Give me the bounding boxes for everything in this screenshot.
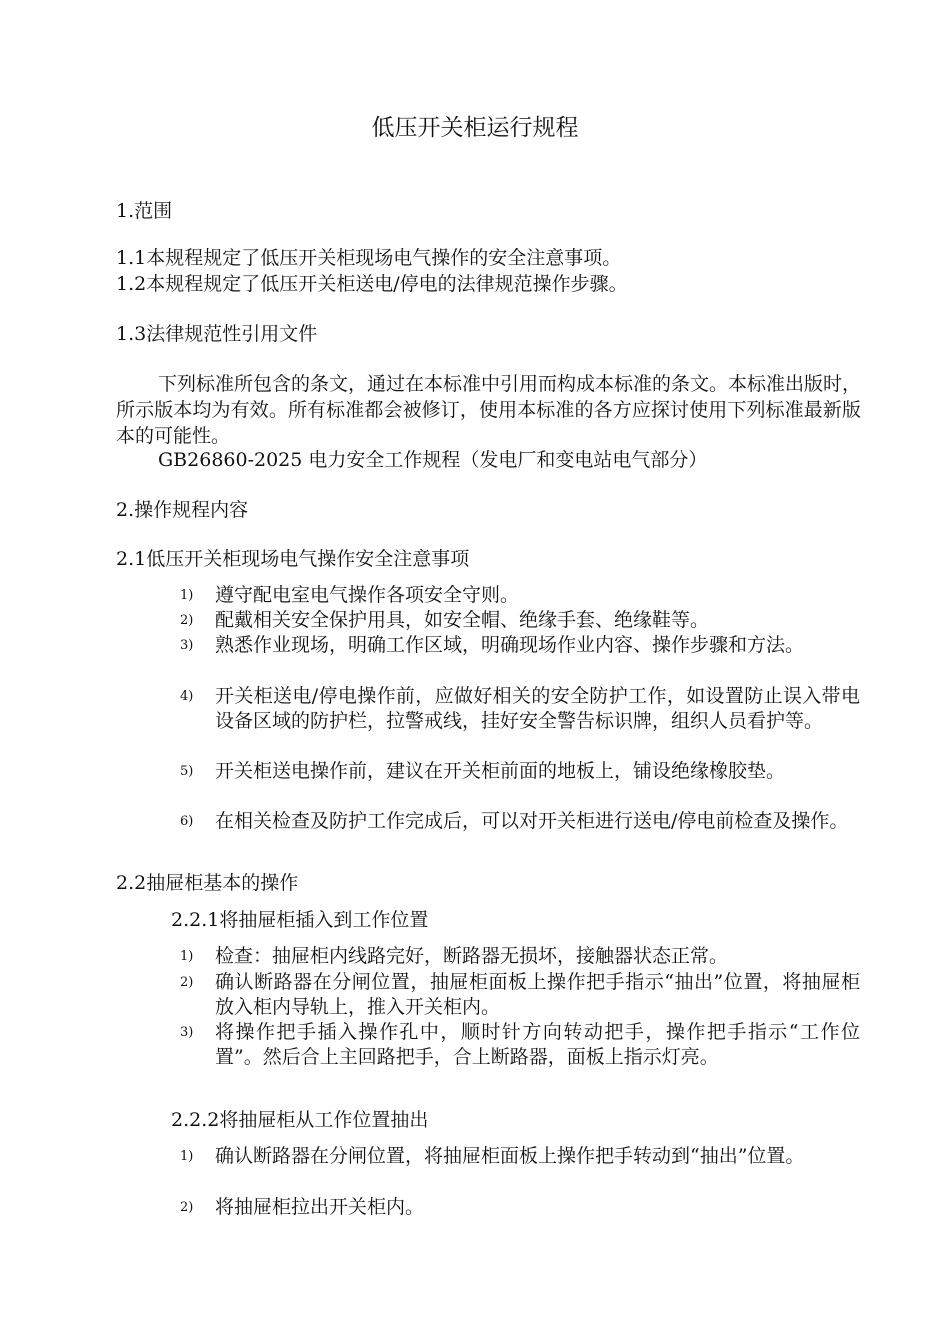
section-1-heading: 1.范围 — [116, 200, 173, 222]
list-number: 1) — [180, 1149, 194, 1164]
list-number: 4) — [180, 689, 194, 704]
list-number: 5) — [180, 764, 194, 779]
reference-standard: GB26860-2025 电力安全工作规程（发电厂和变电站电气部分） — [158, 449, 708, 471]
list-number: 3) — [180, 1025, 194, 1040]
section-2-1-heading: 2.1低压开关柜现场电气操作安全注意事项 — [116, 548, 470, 570]
list-text: 熟悉作业现场，明确工作区域，明确现场作业内容、操作步骤和方法。 — [215, 634, 805, 656]
list-number: 1) — [180, 949, 194, 964]
list-text: 将抽屉柜拉出开关柜内。 — [215, 1196, 425, 1218]
list-number: 2) — [180, 1200, 194, 1215]
list-text: 将操作把手插入操作孔中，顺时针方向转动把手，操作把手指示“工作位置”。然后合上主回路把手，合上断路器，面板上指示灯亮。 — [215, 1021, 860, 1068]
clause-1-3-heading: 1.3法律规范性引用文件 — [116, 323, 318, 345]
section-2-2-heading: 2.2抽屉柜基本的操作 — [116, 872, 299, 894]
document-title: 低压开关柜运行规程 — [371, 115, 579, 141]
list-text: 配戴相关安全保护用具，如安全帽、绝缘手套、绝缘鞋等。 — [215, 609, 710, 631]
list-number: 1) — [180, 588, 194, 603]
clause-1-2: 1.2本规程规定了低压开关柜送电/停电的法律规范操作步骤。 — [116, 273, 628, 295]
list-number: 2) — [180, 975, 194, 990]
list-text: 在相关检查及防护工作完成后，可以对开关柜进行送电/停电前检查及操作。 — [215, 810, 849, 832]
section-2-2-1-heading: 2.2.1将抽屉柜插入到工作位置 — [171, 909, 429, 931]
list-number: 2) — [180, 613, 194, 628]
list-number: 6) — [180, 814, 194, 829]
list-number: 3) — [180, 638, 194, 653]
section-2-2-2-heading: 2.2.2将抽屉柜从工作位置抽出 — [171, 1109, 429, 1131]
normative-paragraph — [116, 371, 861, 449]
list-text: 确认断路器在分闸位置，抽屉柜面板上操作把手指示“抽出”位置，将抽屉柜放入柜内导轨上，推入开关柜内。 — [215, 971, 860, 1018]
normative-paragraph-text: 下列标准所包含的条文，通过在本标准中引用而构成本标准的条文。本标准出版时，所示版本均为有效。所有标准都会被修订，使用本标准的各方应探讨使用下列标准最新版本的可能性。 — [116, 373, 862, 447]
list-text: 开关柜送电/停电操作前，应做好相关的安全防护工作，如设置防止误入带电设备区域的防护栏，拉警戒线，挂好安全警告标识牌，组织人员看护等。 — [215, 685, 860, 732]
list-text: 检查：抽屉柜内线路完好，断路器无损坏，接触器状态正常。 — [215, 945, 729, 967]
section-2-heading: 2.操作规程内容 — [116, 499, 249, 521]
list-text: 遵守配电室电气操作各项安全守则。 — [215, 584, 520, 606]
list-text: 确认断路器在分闸位置，将抽屉柜面板上操作把手转动到“抽出”位置。 — [215, 1145, 805, 1167]
clause-1-1: 1.1本规程规定了低压开关柜现场电气操作的安全注意事项。 — [116, 247, 622, 269]
list-text: 开关柜送电操作前，建议在开关柜前面的地板上，铺设绝缘橡胶垫。 — [215, 760, 786, 782]
